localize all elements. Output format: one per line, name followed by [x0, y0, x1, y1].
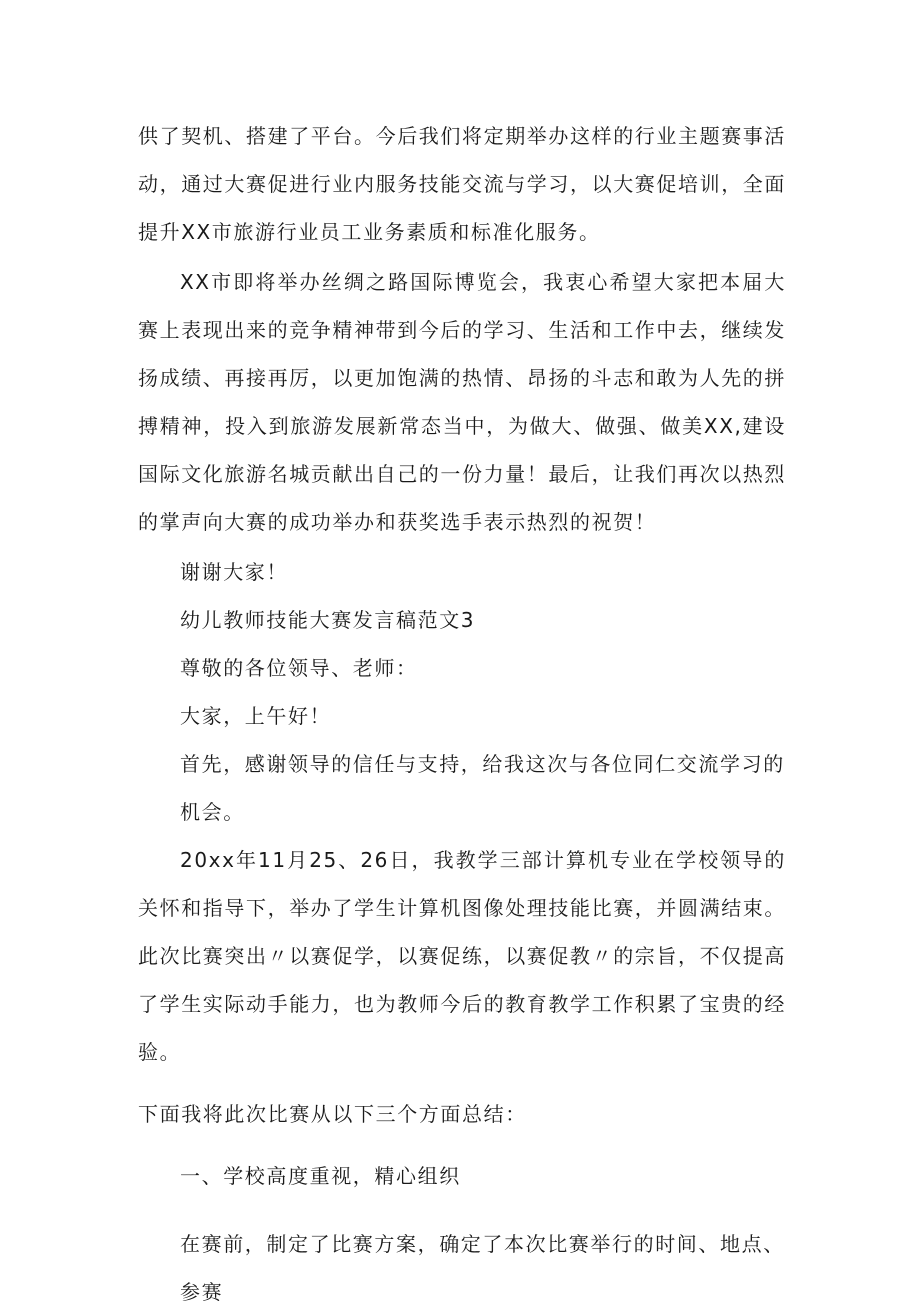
greeting-line: 大家，上午好！	[180, 704, 332, 728]
thanks-line: 谢谢大家！	[180, 560, 288, 584]
salutation-line: 尊敬的各位领导、老师：	[180, 656, 418, 680]
heading-first-point: 一、学校高度重视，精心组织	[180, 1164, 461, 1188]
paragraph-preparation: 在赛前，制定了比赛方案，确定了本次比赛举行的时间、地点、参赛	[180, 1232, 785, 1304]
paragraph-platform: 供了契机、搭建了平台。今后我们将定期举办这样的行业主题赛事活动，通过大赛促进行业内服务技能交流与学习，以大赛促培训，全面提升XX市旅游行业员工业务素质和标准化服务。	[138, 124, 786, 244]
paragraph-expo: XX市即将举办丝绸之路国际博览会，我衷心希望大家把本届大赛上表现出来的竞争精神带到今后的学习、生活和工作中去，继续发扬成绩、再接再厉，以更加饱满的热情、昂扬的斗志和敢为人先的拼搏精神，投入到旅游发展新常态当中，为做大、做强、做美XX,建设国际文化旅游名城贡献出自己的一份力量！最后，让我们再次以热烈的掌声向大赛的成功举办和获奖选手表示热烈的祝贺！	[138, 270, 786, 534]
document-page	[138, 112, 786, 1316]
section-title: 幼儿教师技能大赛发言稿范文3	[180, 608, 476, 632]
paragraph-summary-intro: 下面我将此次比赛从以下三个方面总结：	[138, 1102, 527, 1126]
paragraph-thanks-leaders: 首先，感谢领导的信任与支持，给我这次与各位同仁交流学习的机会。	[180, 752, 785, 824]
paragraph-competition: 20xx年11月25、26日，我教学三部计算机专业在学校领导的关怀和指导下，举办了学生计算机图像处理技能比赛，并圆满结束。此次比赛突出〃以赛促学，以赛促练，以赛促教〃的宗旨，不仅提高了学生实际动手能力，也为教师今后的教育教学工作积累了宝贵的经验。	[138, 848, 786, 1064]
